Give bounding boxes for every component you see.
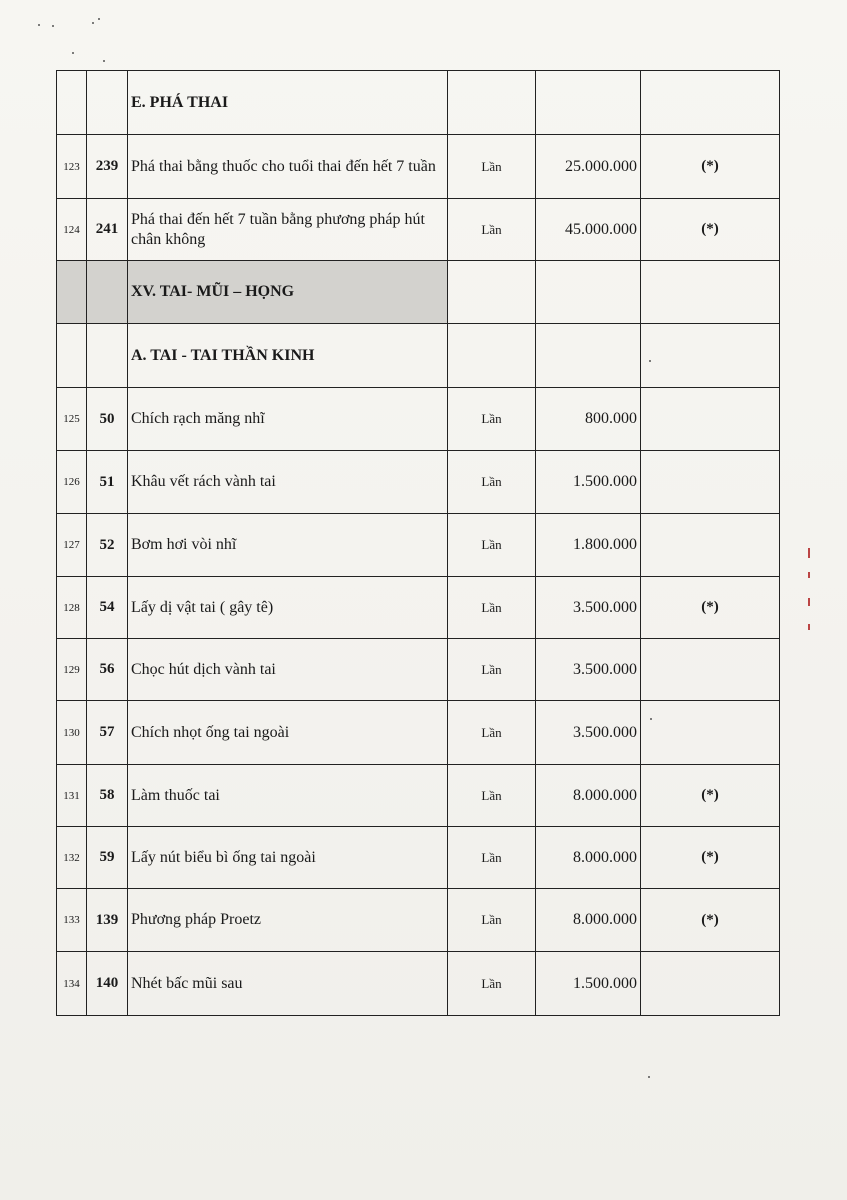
price-value: 3.500.000 [536, 701, 641, 765]
unit-label: Lần [448, 577, 536, 639]
service-code: 139 [87, 889, 128, 952]
price-cell [536, 261, 641, 324]
scan-speck [103, 60, 105, 62]
scan-speck [72, 52, 74, 54]
note-mark: (*) [641, 577, 780, 639]
unit-label: Lần [448, 701, 536, 765]
service-code: 51 [87, 451, 128, 514]
table-row [57, 388, 780, 451]
note-cell [641, 261, 780, 324]
note-mark [641, 514, 780, 577]
service-code: 54 [87, 577, 128, 639]
row-index: 130 [57, 701, 87, 765]
row-index: 133 [57, 889, 87, 952]
index-cell [57, 324, 87, 388]
service-name: Chọc hút dịch vành tai [128, 639, 448, 701]
section-title: E. PHÁ THAI [128, 71, 448, 135]
code-cell [87, 71, 128, 135]
index-cell [57, 261, 87, 324]
scan-speck [648, 1076, 650, 1078]
unit-label: Lần [448, 514, 536, 577]
section-title: XV. TAI- MŨI – HỌNG [128, 261, 448, 324]
service-code: 56 [87, 639, 128, 701]
unit-label: Lần [448, 451, 536, 514]
service-name: Nhét bấc mũi sau [128, 952, 448, 1016]
unit-cell [448, 324, 536, 388]
service-name: Bơm hơi vòi nhĩ [128, 514, 448, 577]
price-value: 1.500.000 [536, 952, 641, 1016]
row-index: 124 [57, 199, 87, 261]
service-name: Lấy dị vật tai ( gây tê) [128, 577, 448, 639]
table-row [57, 765, 780, 827]
margin-mark [808, 572, 810, 578]
note-mark [641, 388, 780, 451]
margin-mark [808, 598, 810, 606]
row-index: 131 [57, 765, 87, 827]
margin-mark [808, 548, 810, 558]
price-value: 8.000.000 [536, 889, 641, 952]
note-mark: (*) [641, 199, 780, 261]
service-name: Chích nhọt ống tai ngoài [128, 701, 448, 765]
note-mark [641, 451, 780, 514]
service-name: Lấy nút biểu bì ống tai ngoài [128, 827, 448, 889]
service-code: 52 [87, 514, 128, 577]
table-row [57, 135, 780, 199]
row-index: 132 [57, 827, 87, 889]
unit-label: Lần [448, 952, 536, 1016]
price-value: 45.000.000 [536, 199, 641, 261]
unit-label: Lần [448, 199, 536, 261]
unit-label: Lần [448, 889, 536, 952]
price-value: 3.500.000 [536, 577, 641, 639]
price-value: 25.000.000 [536, 135, 641, 199]
service-name: Phương pháp Proetz [128, 889, 448, 952]
note-mark: (*) [641, 827, 780, 889]
scan-speck [52, 25, 54, 27]
unit-label: Lần [448, 827, 536, 889]
unit-cell [448, 261, 536, 324]
unit-label: Lần [448, 388, 536, 451]
row-index: 126 [57, 451, 87, 514]
price-value: 8.000.000 [536, 765, 641, 827]
table-row [57, 889, 780, 952]
note-mark: (*) [641, 889, 780, 952]
unit-cell [448, 71, 536, 135]
service-name: Làm thuốc tai [128, 765, 448, 827]
price-cell [536, 71, 641, 135]
service-code: 50 [87, 388, 128, 451]
service-code: 239 [87, 135, 128, 199]
price-value: 1.800.000 [536, 514, 641, 577]
note-mark [641, 701, 780, 765]
table-row [57, 952, 780, 1016]
note-mark: (*) [641, 135, 780, 199]
price-value: 800.000 [536, 388, 641, 451]
row-index: 134 [57, 952, 87, 1016]
row-index: 129 [57, 639, 87, 701]
unit-label: Lần [448, 639, 536, 701]
price-cell [536, 324, 641, 388]
code-cell [87, 261, 128, 324]
service-code: 140 [87, 952, 128, 1016]
service-name: Phá thai đến hết 7 tuần bằng phương pháp hút chân không [128, 199, 448, 261]
note-mark [641, 952, 780, 1016]
note-mark: (*) [641, 765, 780, 827]
row-index: 127 [57, 514, 87, 577]
index-cell [57, 71, 87, 135]
scan-speck [98, 18, 100, 20]
fee-table [56, 70, 780, 1016]
table-row [57, 701, 780, 765]
price-value: 1.500.000 [536, 451, 641, 514]
note-cell [641, 71, 780, 135]
unit-label: Lần [448, 765, 536, 827]
section-row [57, 324, 780, 388]
section-row [57, 261, 780, 324]
scan-speck [92, 22, 94, 24]
table-row [57, 639, 780, 701]
service-code: 59 [87, 827, 128, 889]
row-index: 128 [57, 577, 87, 639]
table-row [57, 514, 780, 577]
fee-table-body [57, 71, 780, 1016]
price-value: 8.000.000 [536, 827, 641, 889]
scan-speck [38, 24, 40, 26]
table-row [57, 451, 780, 514]
unit-label: Lần [448, 135, 536, 199]
table-row [57, 827, 780, 889]
code-cell [87, 324, 128, 388]
row-index: 125 [57, 388, 87, 451]
table-row [57, 577, 780, 639]
section-row [57, 71, 780, 135]
service-name: Phá thai bằng thuốc cho tuổi thai đến hết 7 tuần [128, 135, 448, 199]
service-code: 241 [87, 199, 128, 261]
row-index: 123 [57, 135, 87, 199]
margin-mark [808, 624, 810, 630]
price-value: 3.500.000 [536, 639, 641, 701]
section-title: A. TAI - TAI THẦN KINH [128, 324, 448, 388]
note-cell [641, 324, 780, 388]
note-mark [641, 639, 780, 701]
service-name: Khâu vết rách vành tai [128, 451, 448, 514]
service-code: 57 [87, 701, 128, 765]
table-row [57, 199, 780, 261]
service-code: 58 [87, 765, 128, 827]
service-name: Chích rạch măng nhĩ [128, 388, 448, 451]
